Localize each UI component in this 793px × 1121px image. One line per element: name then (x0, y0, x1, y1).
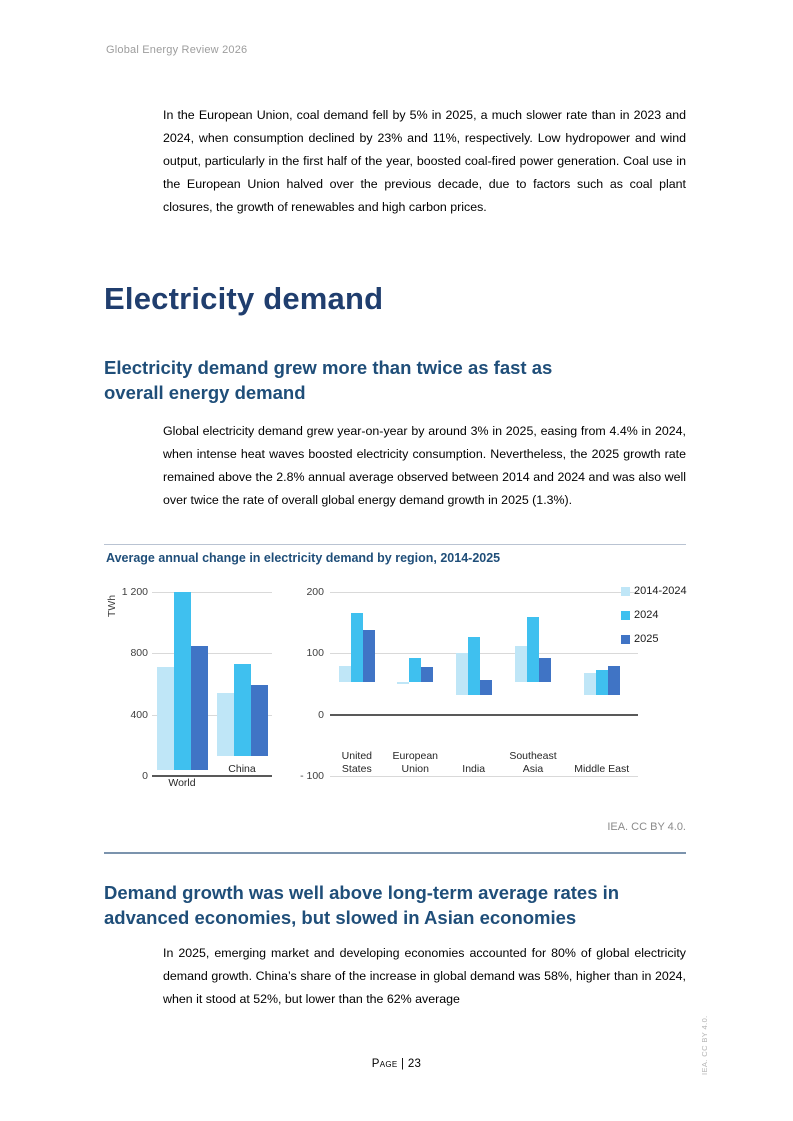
bar-group (392, 592, 438, 776)
bar-2025 (480, 680, 492, 695)
section1-heading: Electricity demand grew more than twice as fast as overall energy demand (104, 357, 553, 403)
bar-2014-2024 (584, 673, 596, 694)
bar-2025 (608, 666, 620, 694)
bar-2014-2024 (217, 693, 234, 756)
y-tick-label: 0 (142, 770, 148, 782)
bar-group (456, 592, 492, 776)
y-tick-label: - 100 (300, 770, 324, 782)
running-header: Global Energy Review 2026 (106, 44, 248, 56)
gridline (330, 776, 638, 777)
right-panel-plot (330, 592, 638, 776)
legend-label: 2014-2024 (634, 585, 687, 597)
bar-2025 (251, 685, 268, 756)
category-label: China (228, 763, 256, 775)
bar-2014-2024 (339, 666, 351, 681)
y-tick-label: 200 (306, 586, 324, 598)
bar-2014-2024 (515, 646, 527, 682)
category-label: World (168, 776, 196, 789)
bar-2024 (596, 670, 608, 695)
zero-axis-line (330, 714, 638, 716)
bar-2024 (527, 617, 539, 681)
y-axis-label: TWh (106, 594, 118, 618)
category-label: European Union (392, 750, 439, 775)
bar-2025 (191, 646, 208, 769)
page-title: Electricity demand (104, 281, 384, 316)
y-tick-label: 1 200 (121, 586, 148, 598)
y-tick-label: 100 (306, 647, 324, 660)
left-panel-yticks (108, 586, 148, 782)
bar-group (509, 592, 556, 776)
category-label: Middle East (574, 763, 630, 775)
zero-axis-line (152, 775, 272, 777)
figure-title: Average annual change in electricity demand by region, 2014-2025 (106, 551, 501, 565)
bar-2024 (351, 613, 363, 682)
intro-paragraph: In the European Union, coal demand fell by 5% in 2025, a much slower rate than in 2023 and 2024, when consumption declined by 23% and 11%, respectively. Low hydropower and wind output, particularly in the first half of the year, boosted coal-fired power generation. Coal use in the European Union halved over the previous decade, due to factors such as coal plant closures, the growth of renewables and high carbon prices. (163, 108, 686, 214)
category-label: India (462, 763, 486, 775)
bar-2025 (421, 667, 433, 682)
figure-top-divider (104, 544, 686, 545)
section1-paragraph: Global electricity demand grew year-on-year by around 3% in 2025, easing from 4.4% in 2024, when intense heat waves boosted electricity consumption. Nevertheless, the 2025 growth rate remained above the 2.8% annual average observed between 2014 and 2024 and was also well over twice the rate of overall global energy demand growth in 2025 (1.3%). (163, 424, 686, 507)
y-tick-label: 400 (130, 708, 148, 721)
left-panel-plot (152, 592, 272, 789)
bar-2014-2024 (456, 653, 468, 695)
bar-2025 (363, 630, 375, 682)
right-panel-yticks (288, 586, 324, 782)
bar-2024 (409, 658, 421, 681)
page-number: Page | 23 (371, 1058, 422, 1070)
bar-2024 (234, 664, 251, 756)
bar-group (339, 592, 375, 776)
y-tick-label: 0 (318, 708, 324, 721)
section2-heading: Demand growth was well above long-term average rates in advanced economies, but slowed in Asian economies (104, 882, 620, 928)
y-tick-label: 800 (130, 647, 148, 660)
bar-group (217, 592, 268, 776)
bar-2024 (174, 592, 191, 770)
legend-label: 2024 (634, 609, 659, 621)
license-side-note: IEA. CC BY 4.0. (700, 1015, 709, 1075)
category-label: Southeast Asia (509, 750, 557, 775)
legend-label: 2025 (634, 633, 659, 645)
bar-group (157, 592, 208, 789)
bar-group (574, 592, 629, 776)
bar-2014-2024 (157, 667, 174, 770)
bar-2024 (468, 637, 480, 695)
figure-bottom-divider (104, 852, 686, 854)
bar-2025 (539, 658, 551, 681)
figure-source: IEA. CC BY 4.0. (607, 821, 686, 833)
section2-paragraph: In 2025, emerging market and developing economies accounted for 80% of global electricity demand growth. China’s share of the increase in global demand was 58%, higher than in 2024, when it stood at 52%, but lower than the 62% average (163, 946, 686, 1006)
category-label: United States (341, 750, 372, 775)
bar-2014-2024 (397, 682, 409, 684)
